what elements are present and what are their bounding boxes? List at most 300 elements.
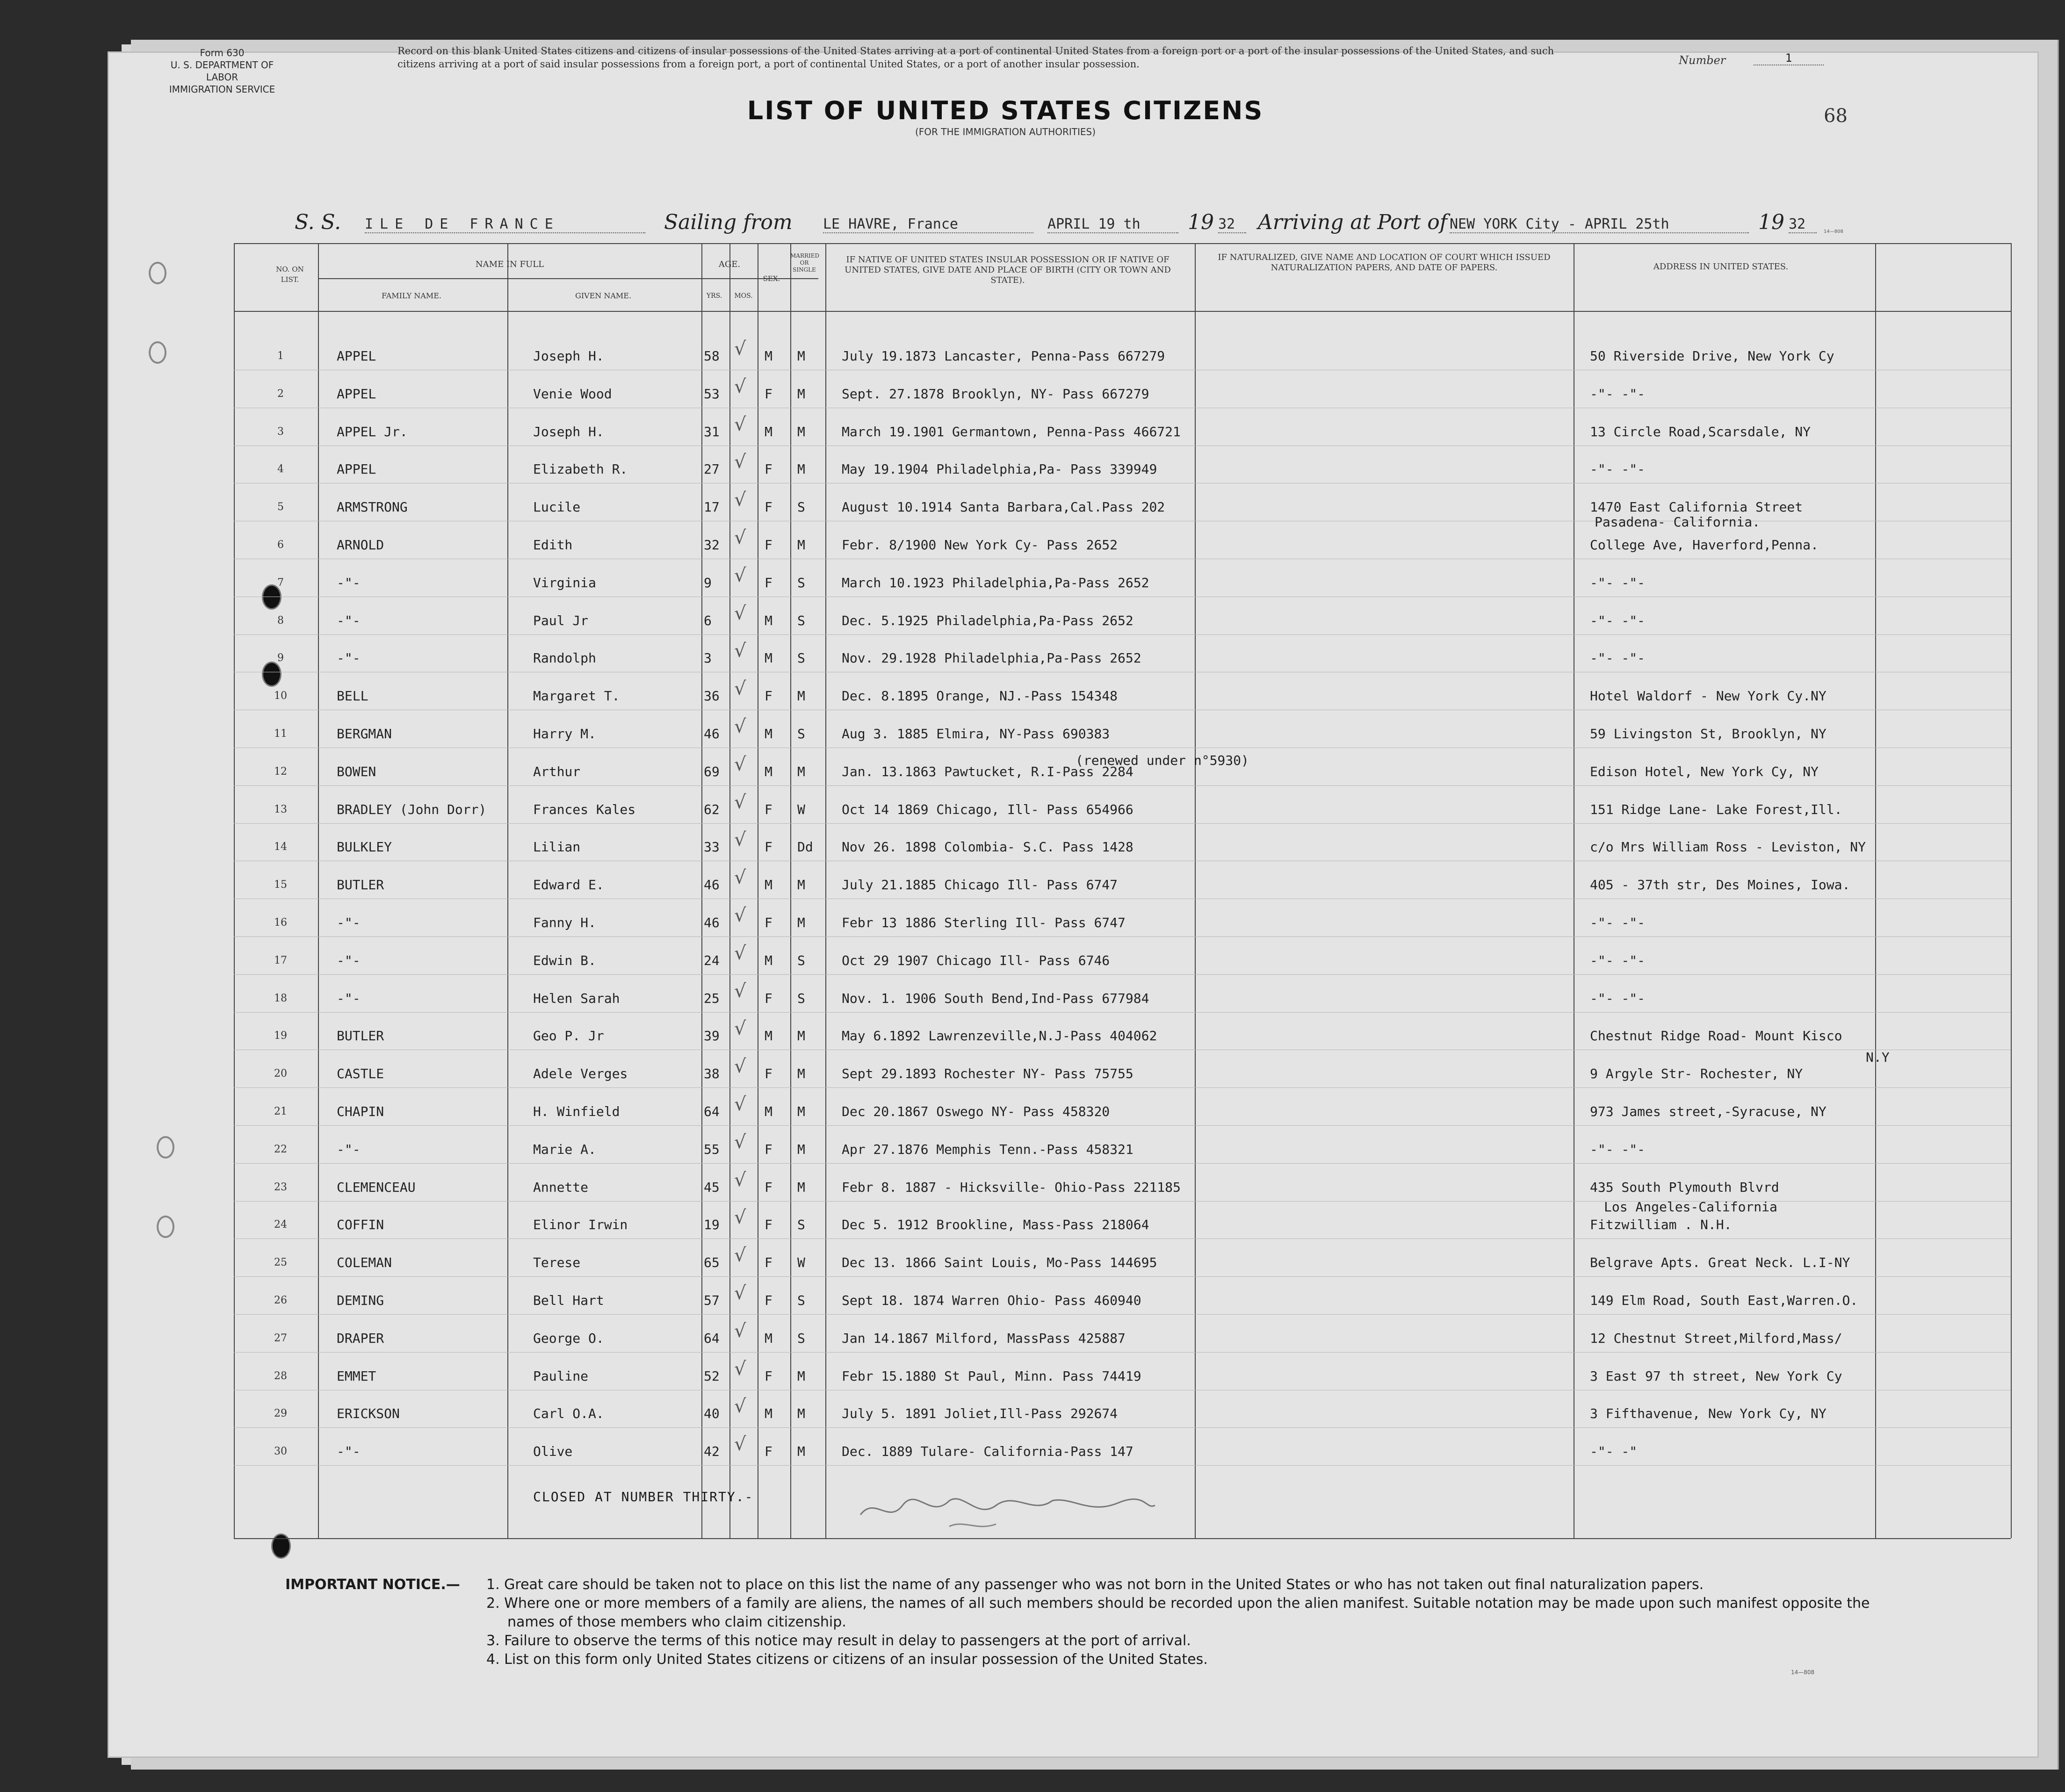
row-23-no: 23 (274, 1181, 287, 1193)
row-3-status: M (797, 424, 805, 439)
row-9-family: -"- (337, 650, 361, 666)
row-13-sex: F (765, 801, 773, 817)
row-29-check-mark: √ (734, 1396, 746, 1418)
row-18-given: Helen Sarah (533, 990, 620, 1006)
row-14-no: 14 (274, 841, 287, 853)
row-7-status: S (797, 575, 805, 590)
row-5-status: S (797, 499, 805, 515)
departure-year: 32 (1218, 216, 1246, 233)
row-rule (234, 1314, 2011, 1315)
binder-clip (149, 341, 166, 364)
row-2-no: 2 (277, 388, 284, 400)
row-14-family: BULKLEY (337, 839, 392, 855)
row-9-given: Randolph (533, 650, 596, 666)
row-7-no: 7 (277, 576, 284, 589)
page-subtitle: (FOR THE IMMIGRATION AUTHORITIES) (915, 126, 1096, 137)
row-29-no: 29 (274, 1408, 287, 1420)
row-16-sex: F (765, 915, 773, 930)
row-14-given: Lilian (533, 839, 581, 855)
row-27-no: 27 (274, 1332, 287, 1344)
row-2-birth: Sept. 27.1878 Brooklyn, NY- Pass 667279 (842, 386, 1149, 402)
row-20-no: 20 (274, 1068, 287, 1080)
row-3-given: Joseph H. (533, 424, 604, 439)
number-value: 1 (1754, 51, 1824, 65)
row-11-family: BERGMAN (337, 726, 392, 741)
row-26-address: 149 Elm Road, South East,Warren.O. (1590, 1293, 1858, 1308)
row-21-age: 64 (704, 1104, 720, 1119)
row-10-check-mark: √ (734, 678, 746, 700)
row-12-sex: M (765, 763, 773, 779)
row-8-status: S (797, 612, 805, 628)
col-header-sex: SEX. (763, 274, 780, 283)
closing-statement: CLOSED AT NUMBER THIRTY.- (533, 1489, 754, 1504)
row-15-check-mark: √ (734, 867, 746, 889)
row-rule (234, 1238, 2011, 1239)
row-13-given: Frances Kales (533, 801, 636, 817)
row-4-address: -"- -"- (1590, 461, 1646, 477)
row-8-age: 6 (704, 612, 712, 628)
row-27-family: DRAPER (337, 1330, 384, 1346)
row-17-sex: M (765, 952, 773, 968)
row-rule (234, 1012, 2011, 1013)
row-19-birth: May 6.1892 Lawrenzeville,N.J-Pass 404062 (842, 1028, 1157, 1044)
number-label: Number (1679, 54, 1726, 67)
table-header-border (234, 311, 2011, 312)
column-divider (234, 243, 235, 1538)
row-29-given: Carl O.A. (533, 1406, 604, 1422)
row-29-sex: M (765, 1406, 773, 1422)
row-25-given: Terese (533, 1255, 581, 1271)
row-21-check-mark: √ (734, 1094, 746, 1115)
row-22-birth: Apr 27.1876 Memphis Tenn.-Pass 458321 (842, 1141, 1134, 1157)
row-9-age: 3 (704, 650, 712, 666)
row-20-check-mark: √ (734, 1056, 746, 1078)
row-27-age: 64 (704, 1330, 720, 1346)
form-code-top: 14—808 (1824, 229, 1843, 234)
row-13-check-mark: √ (734, 791, 746, 813)
row-18-check-mark: √ (734, 980, 746, 1002)
row-23-age: 45 (704, 1179, 720, 1195)
row-17-no: 17 (274, 954, 287, 966)
arriving-label: Arriving at Port of (1258, 210, 1448, 234)
row-21-family: CHAPIN (337, 1104, 384, 1119)
row-12-given: Arthur (533, 763, 581, 779)
row-20-birth: Sept 29.1893 Rochester NY- Pass 75755 (842, 1066, 1134, 1082)
col-header-married-single: MARRIED OR SINGLE (790, 252, 820, 273)
row-10-birth: Dec. 8.1895 Orange, NJ.-Pass 154348 (842, 688, 1118, 704)
row-4-status: M (797, 461, 805, 477)
row-22-age: 55 (704, 1141, 720, 1157)
row-15-sex: M (765, 877, 773, 893)
row-4-sex: F (765, 461, 773, 477)
row-18-status: S (797, 990, 805, 1006)
col-header-yrs: YRS. (706, 292, 722, 300)
binder-clip (149, 262, 166, 284)
col-header-address: ADDRESS IN UNITED STATES. (1653, 262, 1789, 272)
row-15-birth: July 21.1885 Chicago Ill- Pass 6747 (842, 877, 1118, 893)
row-1-family: APPEL (337, 348, 376, 364)
row-26-age: 57 (704, 1293, 720, 1308)
row-22-check-mark: √ (734, 1131, 746, 1153)
row-3-family: APPEL Jr. (337, 424, 408, 439)
row-8-sex: M (765, 612, 773, 628)
col-header-age: AGE. (718, 259, 741, 269)
row-26-sex: F (765, 1293, 773, 1308)
row-11-status: S (797, 726, 805, 741)
row-12-status: M (797, 763, 805, 779)
row-27-address: 12 Chestnut Street,Milford,Mass/ (1590, 1330, 1842, 1346)
notice-item-4: 4. List on this form only United States citizens or citizens of an insular possession of the United States. (486, 1651, 1208, 1668)
notice-item-3: 3. Failure to observe the terms of this notice may result in delay to passengers at the port of arrival. (486, 1633, 1191, 1649)
row-21-address: 973 James street,-Syracuse, NY (1590, 1104, 1827, 1119)
row-7-sex: F (765, 575, 773, 590)
col-header-birth: IF NATIVE OF UNITED STATES INSULAR POSSESSION OR IF NATIVE OF UNITED STATES, GIVE DATE AND PLACE OF BIRTH (CITY OR TOWN AND STATE). (845, 255, 1171, 285)
row-28-age: 52 (704, 1368, 720, 1384)
row-27-status: S (797, 1330, 805, 1346)
row-4-birth: May 19.1904 Philadelphia,Pa- Pass 339949 (842, 461, 1157, 477)
row-10-sex: F (765, 688, 773, 704)
row-10-address: Hotel Waldorf - New York Cy.NY (1590, 688, 1827, 704)
col-header-given-name: GIVEN NAME. (575, 291, 632, 300)
row-14-birth: Nov 26. 1898 Colombia- S.C. Pass 1428 (842, 839, 1134, 855)
row-1-given: Joseph H. (533, 348, 604, 364)
row-29-birth: July 5. 1891 Joliet,Ill-Pass 292674 (842, 1406, 1118, 1422)
row-10-age: 36 (704, 688, 720, 704)
row-17-check-mark: √ (734, 942, 746, 964)
row-2-given: Venie Wood (533, 386, 612, 402)
row-4-check-mark: √ (734, 451, 746, 473)
row-13-status: W (797, 801, 805, 817)
row-23-address-line-2: Los Angeles-California (1604, 1199, 1777, 1215)
row-30-birth: Dec. 1889 Tulare- California-Pass 147 (842, 1444, 1134, 1460)
row-16-check-mark: √ (734, 905, 746, 926)
row-2-address: -"- -"- (1590, 386, 1646, 402)
row-3-birth: March 19.1901 Germantown, Penna-Pass 466721 (842, 424, 1181, 439)
row-6-given: Edith (533, 537, 573, 553)
row-8-no: 8 (277, 614, 284, 626)
row-5-birth: August 10.1914 Santa Barbara,Cal.Pass 202 (842, 499, 1165, 515)
arrival-year: 32 (1789, 216, 1817, 233)
row-3-age: 31 (704, 424, 720, 439)
row-18-no: 18 (274, 992, 287, 1004)
row-20-family: CASTLE (337, 1066, 384, 1082)
row-15-no: 15 (274, 879, 287, 891)
row-17-given: Edwin B. (533, 952, 596, 968)
row-5-address-line-2: Pasadena- California. (1595, 514, 1761, 530)
row-9-sex: M (765, 650, 773, 666)
row-25-status: W (797, 1255, 805, 1271)
row-24-check-mark: √ (734, 1207, 746, 1229)
row-2-status: M (797, 386, 805, 402)
row-8-address: -"- -"- (1590, 612, 1646, 628)
row-16-age: 46 (704, 915, 720, 930)
row-13-age: 62 (704, 801, 720, 817)
row-rule (234, 634, 2011, 635)
row-29-address: 3 Fifthavenue, New York Cy, NY (1590, 1406, 1827, 1422)
row-4-family: APPEL (337, 461, 376, 477)
row-21-given: H. Winfield (533, 1104, 620, 1119)
row-28-sex: F (765, 1368, 773, 1384)
column-divider (2011, 243, 2012, 1538)
column-divider (825, 243, 826, 1538)
row-15-age: 46 (704, 877, 720, 893)
row-7-check-mark: √ (734, 564, 746, 586)
row-24-no: 24 (274, 1219, 287, 1231)
row-11-check-mark: √ (734, 716, 746, 737)
form-number: Form 630 (200, 47, 245, 58)
notice-item-1: 1. Great care should be taken not to place on this list the name of any passenger who was not born in the United States or who has not taken out final naturalization papers. (486, 1576, 1704, 1593)
row-19-given: Geo P. Jr (533, 1028, 604, 1044)
row-26-no: 26 (274, 1295, 287, 1306)
row-30-family: -"- (337, 1444, 361, 1460)
row-14-sex: F (765, 839, 773, 855)
row-7-given: Virginia (533, 575, 596, 590)
row-9-birth: Nov. 29.1928 Philadelphia,Pa-Pass 2652 (842, 650, 1141, 666)
ship-name: ILE DE FRANCE (365, 216, 645, 233)
column-divider (507, 243, 508, 1538)
row-3-address: 13 Circle Road,Scarsdale, NY (1590, 424, 1811, 439)
row-16-birth: Febr 13 1886 Sterling Ill- Pass 6747 (842, 915, 1126, 930)
row-16-status: M (797, 915, 805, 930)
row-23-check-mark: √ (734, 1169, 746, 1191)
row-12-check-mark: √ (734, 753, 746, 775)
row-2-check-mark: √ (734, 375, 746, 397)
row-16-family: -"- (337, 915, 361, 930)
row-14-check-mark: √ (734, 829, 746, 851)
row-4-no: 4 (277, 463, 284, 475)
row-8-given: Paul Jr (533, 612, 589, 628)
row-25-birth: Dec 13. 1866 Saint Louis, Mo-Pass 144695 (842, 1255, 1157, 1271)
row-16-address: -"- -"- (1590, 915, 1646, 930)
row-22-status: M (797, 1141, 805, 1157)
row-12-address: Edison Hotel, New York Cy, NY (1590, 763, 1819, 779)
row-15-status: M (797, 877, 805, 893)
row-11-age: 46 (704, 726, 720, 741)
row-17-birth: Oct 29 1907 Chicago Ill- Pass 6746 (842, 952, 1110, 968)
row-12-family: BOWEN (337, 763, 376, 779)
inspector-signature (856, 1487, 1160, 1533)
row-29-family: ERICKSON (337, 1406, 400, 1422)
row-11-given: Harry M. (533, 726, 596, 741)
row-23-birth: Febr 8. 1887 - Hicksville- Ohio-Pass 221185 (842, 1179, 1181, 1195)
sailing-label: Sailing from (664, 210, 793, 234)
row-20-address: 9 Argyle Str- Rochester, NY (1590, 1066, 1803, 1082)
row-5-age: 17 (704, 499, 720, 515)
row-3-sex: M (765, 424, 773, 439)
row-3-check-mark: √ (734, 413, 746, 435)
port-of-departure: LE HAVRE, France (823, 216, 1033, 233)
row-28-no: 28 (274, 1370, 287, 1382)
row-19-status: M (797, 1028, 805, 1044)
column-divider (318, 243, 319, 1538)
row-30-address: -"- -" (1590, 1444, 1638, 1460)
row-19-no: 19 (274, 1030, 287, 1042)
col-header-name-in-full: NAME IN FULL (475, 259, 544, 269)
departure-year-prefix: 19 (1188, 210, 1214, 234)
row-7-age: 9 (704, 575, 712, 590)
row-12-no: 12 (274, 765, 287, 777)
row-15-address: 405 - 37th str, Des Moines, Iowa. (1590, 877, 1850, 893)
row-13-no: 13 (274, 803, 287, 815)
row-5-sex: F (765, 499, 773, 515)
row-24-family: COFFIN (337, 1217, 384, 1233)
column-divider (1195, 243, 1196, 1538)
row-5-family: ARMSTRONG (337, 499, 408, 515)
row-5-check-mark: √ (734, 489, 746, 511)
row-25-sex: F (765, 1255, 773, 1271)
row-20-sex: F (765, 1066, 773, 1082)
row-13-family: BRADLEY (John Dorr) (337, 801, 487, 817)
form-code-bottom: 14—808 (1791, 1669, 1815, 1676)
row-21-status: M (797, 1104, 805, 1119)
row-6-no: 6 (277, 539, 284, 551)
row-15-family: BUTLER (337, 877, 384, 893)
row-20-age: 38 (704, 1066, 720, 1082)
row-26-given: Bell Hart (533, 1293, 604, 1308)
row-26-status: S (797, 1293, 805, 1308)
row-10-given: Margaret T. (533, 688, 620, 704)
row-26-check-mark: √ (734, 1282, 746, 1304)
row-22-no: 22 (274, 1143, 287, 1155)
row-rule (234, 974, 2011, 975)
row-8-birth: Dec. 5.1925 Philadelphia,Pa-Pass 2652 (842, 612, 1134, 628)
row-27-check-mark: √ (734, 1320, 746, 1342)
arrival-year-prefix: 19 (1758, 210, 1784, 234)
row-17-age: 24 (704, 952, 720, 968)
row-22-sex: F (765, 1141, 773, 1157)
column-divider (1875, 243, 1876, 1538)
row-4-given: Elizabeth R. (533, 461, 628, 477)
row-24-sex: F (765, 1217, 773, 1233)
row-6-status: M (797, 537, 805, 553)
service-name: IMMIGRATION SERVICE (169, 84, 275, 95)
row-11-sex: M (765, 726, 773, 741)
row-24-address: Fitzwilliam . N.H. (1590, 1217, 1732, 1233)
row-1-sex: M (765, 348, 773, 364)
port-of-arrival: NEW YORK City - APRIL 25th (1450, 216, 1749, 233)
row-1-status: M (797, 348, 805, 364)
row-16-no: 16 (274, 917, 287, 928)
row-29-age: 40 (704, 1406, 720, 1422)
row-9-check-mark: √ (734, 640, 746, 662)
row-19-check-mark: √ (734, 1018, 746, 1040)
row-28-address: 3 East 97 th street, New York Cy (1590, 1368, 1842, 1384)
page-title: LIST OF UNITED STATES CITIZENS (747, 96, 1264, 125)
row-27-given: George O. (533, 1330, 604, 1346)
row-14-address: c/o Mrs William Ross - Leviston, NY (1590, 839, 1866, 855)
row-27-birth: Jan 14.1867 Milford, MassPass 425887 (842, 1330, 1126, 1346)
row-12-age: 69 (704, 763, 720, 779)
row-rule (234, 1276, 2011, 1277)
row-6-birth: Febr. 8/1900 New York Cy- Pass 2652 (842, 537, 1118, 553)
column-divider (790, 243, 791, 1538)
row-25-check-mark: √ (734, 1245, 746, 1267)
row-28-given: Pauline (533, 1368, 589, 1384)
row-26-birth: Sept 18. 1874 Warren Ohio- Pass 460940 (842, 1293, 1141, 1308)
row-23-family: CLEMENCEAU (337, 1179, 416, 1195)
row-20-status: M (797, 1066, 805, 1082)
row-2-sex: F (765, 386, 773, 402)
notice-item-2: 2. Where one or more members of a family are aliens, the names of all such members should be recorded upon the alien manifest. Suitable notation may be made upon such manifest opposite the names of those members who claim citizenship. (486, 1595, 1870, 1630)
row-18-age: 25 (704, 990, 720, 1006)
row-14-status: Dd (797, 839, 813, 855)
row-8-check-mark: √ (734, 602, 746, 624)
row-25-address: Belgrave Apts. Great Neck. L.I-NY (1590, 1255, 1850, 1271)
row-18-sex: F (765, 990, 773, 1006)
row-9-status: S (797, 650, 805, 666)
row-19-sex: M (765, 1028, 773, 1044)
form-instructions: Record on this blank United States citizens and citizens of insular possessions of the United States arriving at a port of continental United States from a foreign port or a port of the insular possessions of the United States, and such citizens arriving at a port of said insular possessions from a foreign port, a port of continental United States, or a port of another insular possession. (397, 45, 1554, 70)
row-28-status: M (797, 1368, 805, 1384)
row-1-check-mark: √ (734, 338, 746, 360)
row-20-given: Adele Verges (533, 1066, 628, 1082)
row-6-age: 32 (704, 537, 720, 553)
departure-date: APRIL 19 th (1047, 216, 1178, 233)
row-11-birth: Aug 3. 1885 Elmira, NY-Pass 690383 (842, 726, 1110, 741)
row-rule (234, 1163, 2011, 1164)
row-9-address: -"- -"- (1590, 650, 1646, 666)
column-divider (729, 243, 730, 1538)
notice-title: IMPORTANT NOTICE.— (285, 1576, 460, 1593)
row-21-sex: M (765, 1104, 773, 1119)
row-25-no: 25 (274, 1257, 287, 1269)
row-25-age: 65 (704, 1255, 720, 1271)
row-19-family: BUTLER (337, 1028, 384, 1044)
row-23-sex: F (765, 1179, 773, 1195)
row-1-age: 58 (704, 348, 720, 364)
row-22-given: Marie A. (533, 1141, 596, 1157)
row-rule (234, 936, 2011, 937)
punch-hole (271, 1533, 291, 1559)
row-24-given: Elinor Irwin (533, 1217, 628, 1233)
row-11-birth-note: (renewed under n°5930) (1076, 753, 1249, 768)
row-22-family: -"- (337, 1141, 361, 1157)
row-30-sex: F (765, 1444, 773, 1460)
row-rule (234, 1125, 2011, 1126)
row-5-no: 5 (277, 501, 284, 513)
row-7-address: -"- -"- (1590, 575, 1646, 590)
row-rule (234, 1352, 2011, 1353)
row-17-family: -"- (337, 952, 361, 968)
row-25-family: COLEMAN (337, 1255, 392, 1271)
row-18-address: -"- -"- (1590, 990, 1646, 1006)
row-24-birth: Dec 5. 1912 Brookline, Mass-Pass 218064 (842, 1217, 1149, 1233)
row-30-given: Olive (533, 1444, 573, 1460)
row-1-birth: July 19.1873 Lancaster, Penna-Pass 667279 (842, 348, 1165, 364)
row-10-family: BELL (337, 688, 368, 704)
department-name: U. S. DEPARTMENT OF LABOR (170, 59, 274, 83)
row-18-birth: Nov. 1. 1906 South Bend,Ind-Pass 677984 (842, 990, 1149, 1006)
row-rule (234, 1465, 2011, 1466)
row-19-address-line-2: N.Y (1866, 1050, 1890, 1065)
row-9-no: 9 (277, 652, 284, 664)
binder-clip (157, 1136, 174, 1159)
row-17-status: S (797, 952, 805, 968)
row-6-address: College Ave, Haverford,Penna. (1590, 537, 1819, 553)
row-1-address: 50 Riverside Drive, New York Cy (1590, 348, 1834, 364)
row-11-address: 59 Livingston St, Brooklyn, NY (1590, 726, 1827, 741)
row-rule (234, 1087, 2011, 1088)
col-header-no: NO. ON LIST. (276, 265, 304, 284)
row-23-given: Annette (533, 1179, 589, 1195)
important-notice (285, 1576, 1875, 1669)
row-22-address: -"- -"- (1590, 1141, 1646, 1157)
row-12-birth: Jan. 13.1863 Pawtucket, R.I-Pass 2284 (842, 763, 1134, 779)
col-header-family-name: FAMILY NAME. (382, 291, 441, 300)
row-28-family: EMMET (337, 1368, 376, 1384)
row-21-birth: Dec 20.1867 Oswego NY- Pass 458320 (842, 1104, 1110, 1119)
row-30-no: 30 (274, 1446, 287, 1458)
